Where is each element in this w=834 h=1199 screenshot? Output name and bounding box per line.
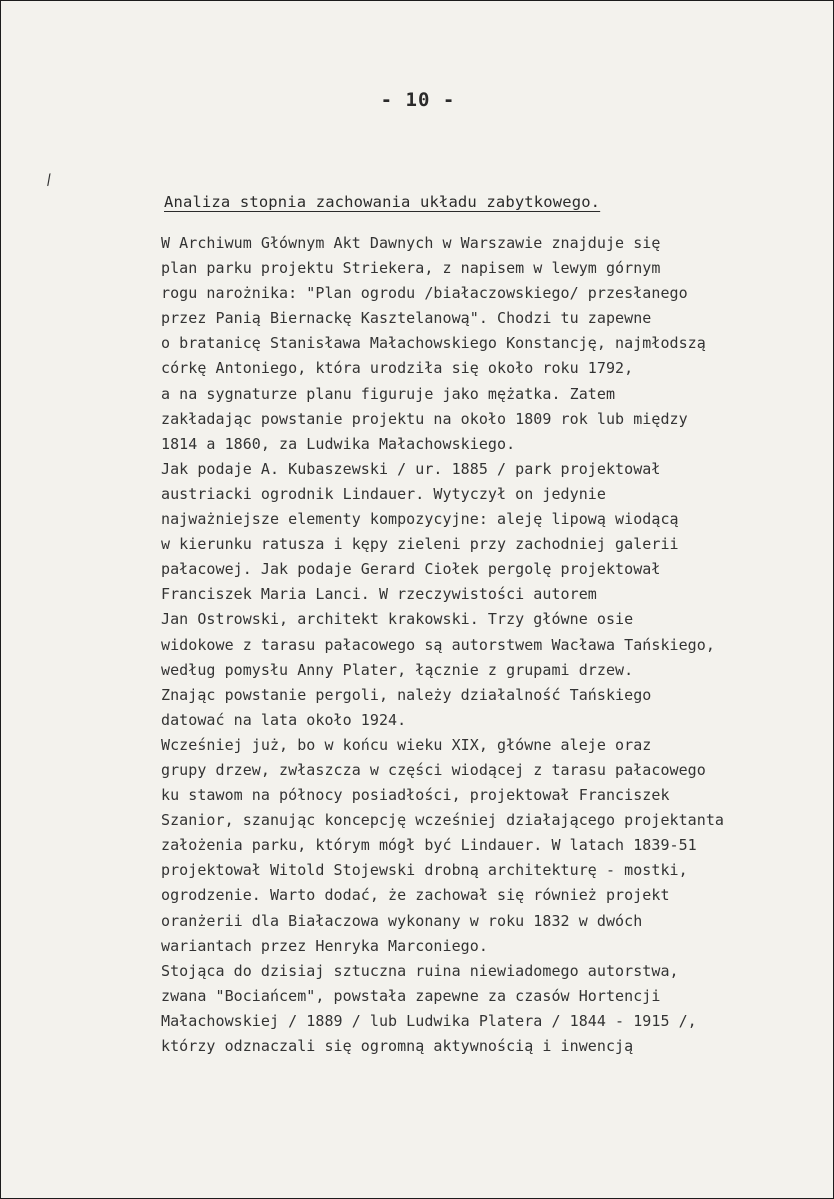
text-line: córkę Antoniego, która urodziła się około roku 1792, (161, 359, 634, 378)
section-heading: Analiza stopnia zachowania układu zabytkowego. (164, 193, 601, 211)
text-line: zakładając powstanie projektu na około 1809 rok lub między (161, 409, 688, 428)
text-line: pałacowej. Jak podaje Gerard Ciołek pergolę projektował (161, 560, 661, 579)
text-line: 1814 a 1860, za Ludwika Małachowskiego. (161, 434, 516, 453)
text-line: a na sygnaturze planu figuruje jako mężatka. Zatem (161, 384, 616, 403)
text-line: plan parku projektu Striekera, z napisem w lewym górnym (161, 259, 661, 278)
text-line: rogu narożnika: "Plan ogrodu /białaczowskiego/ przesłanego (161, 284, 688, 303)
text-line: Jak podaje A. Kubaszewski / ur. 1885 / park projektował (161, 459, 661, 478)
text-line: Małachowskiej / 1889 / lub Ludwika Platera / 1844 - 1915 /, (161, 1011, 697, 1030)
text-line: w kierunku ratusza i kępy zieleni przy zachodniej galerii (161, 535, 679, 554)
text-line: Jan Ostrowski, architekt krakowski. Trzy główne osie (161, 610, 634, 629)
text-line: projektował Witold Stojewski drobną architekturę - mostki, (161, 861, 688, 880)
text-line: przez Panią Biernackę Kasztelanową". Chodzi tu zapewne (161, 309, 652, 328)
text-line: Franciszek Maria Lanci. W rzeczywistości autorem (161, 585, 597, 604)
text-line: ku stawom na północy posiadłości, projektował Franciszek (161, 786, 670, 805)
text-line: oranżerii dla Białaczowa wykonany w roku 1832 w dwóch (161, 911, 643, 930)
text-line: Stojąca do dzisiaj sztuczna ruina niewiadomego autorstwa, (161, 961, 679, 980)
text-line: którzy odznaczali się ogromną aktywnością i inwencją (161, 1037, 634, 1055)
text-line: Szanior, szanując koncepcję wcześniej działającego projektanta (161, 811, 725, 830)
text-line: austriacki ogrodnik Lindauer. Wytyczył on jedynie (161, 484, 606, 503)
text-line: datować na lata około 1924. (161, 710, 407, 729)
text-line: wariantach przez Henryka Marconiego. (161, 936, 488, 955)
text-line: W Archiwum Głównym Akt Dawnych w Warszawie znajduje się (161, 234, 661, 252)
text-line: zwana "Bociańcem", powstała zapewne za czasów Hortencji (161, 986, 661, 1005)
text-line: o bratanicę Stanisława Małachowskiego Konstancję, najmłodszą (161, 334, 706, 353)
page-number: - 10 - (380, 89, 456, 111)
margin-mark: / (43, 171, 56, 189)
text-line: według pomysłu Anny Plater, łącznie z grupami drzew. (161, 660, 634, 679)
body-text (161, 231, 826, 1059)
text-line: Znając powstanie pergoli, należy działalność Tańskiego (161, 685, 652, 704)
text-line: Wcześniej już, bo w końcu wieku XIX, główne aleje oraz (161, 735, 652, 754)
text-line: grupy drzew, zwłaszcza w części wiodącej z tarasu pałacowego (161, 760, 706, 779)
text-line: założenia parku, którym mógł być Lindauer. W latach 1839-51 (161, 836, 697, 855)
text-line: widokowe z tarasu pałacowego są autorstwem Wacława Tańskiego, (161, 635, 715, 654)
text-line: ogrodzenie. Warto dodać, że zachował się również projekt (161, 886, 670, 905)
text-line: najważniejsze elementy kompozycyjne: aleję lipową wiodącą (161, 510, 679, 529)
